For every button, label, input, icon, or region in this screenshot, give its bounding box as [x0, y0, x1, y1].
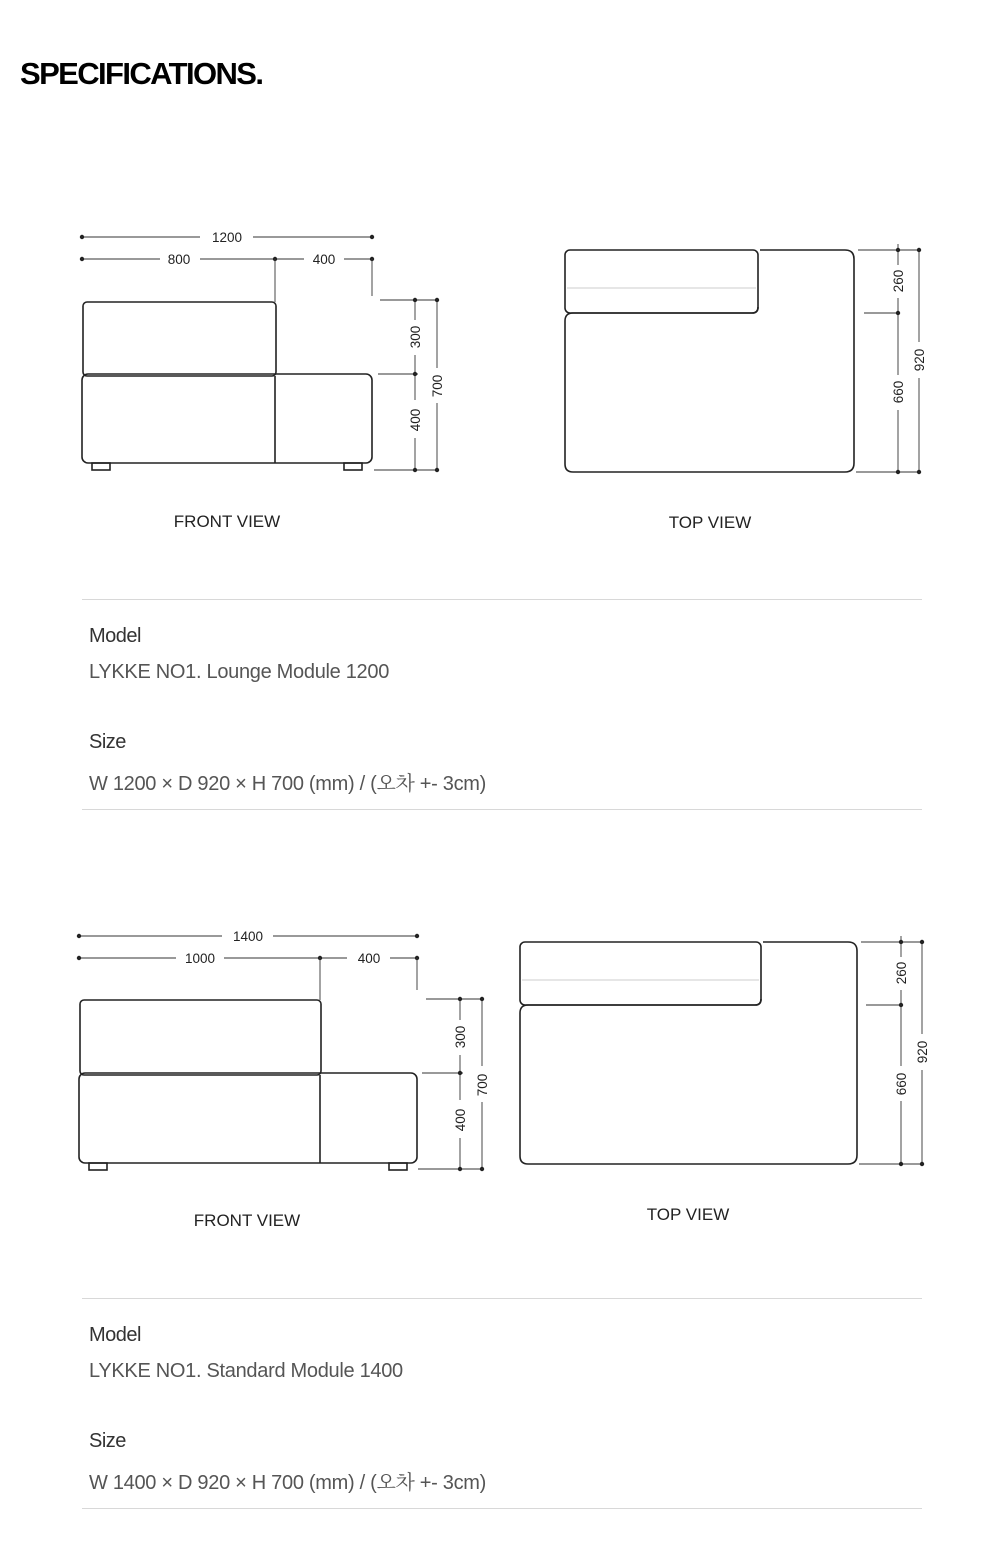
- divider: [82, 1298, 922, 1299]
- model-label: Model: [89, 625, 141, 647]
- dim-seat-width: 800: [167, 252, 191, 267]
- front-view-drawing: [80, 230, 445, 472]
- size-value: W 1400 × D 920 × H 700 (mm) / (오차 +- 3cm): [89, 1472, 487, 1494]
- model-value: LYKKE NO1. Standard Module 1400: [89, 1360, 403, 1382]
- dim-seat-depth: 660: [894, 1072, 909, 1096]
- spec-drawing-2: [0, 900, 1000, 1240]
- dim-back-depth: 260: [894, 961, 909, 985]
- size-label: Size: [89, 731, 126, 753]
- dim-arm-width: 400: [357, 951, 381, 966]
- dim-total-width: 1400: [232, 929, 264, 944]
- spec-drawing-1: [0, 0, 1000, 560]
- top-view-label: TOP VIEW: [668, 513, 752, 532]
- dim-back-depth: 260: [891, 269, 906, 293]
- divider: [82, 599, 922, 600]
- dim-back-height: 300: [453, 1025, 468, 1049]
- size-value: W 1200 × D 920 × H 700 (mm) / (오차 +- 3cm): [89, 773, 487, 795]
- size-label: Size: [89, 1430, 126, 1452]
- top-view-drawing: [520, 936, 930, 1166]
- page-title: SPECIFICATIONS.: [20, 56, 263, 91]
- dim-back-height: 300: [408, 325, 423, 349]
- top-view-drawing: [565, 244, 927, 474]
- dim-total-depth: 920: [915, 1040, 930, 1064]
- dim-seat-width: 1000: [184, 951, 216, 966]
- dim-seat-depth: 660: [891, 380, 906, 404]
- top-view-label: TOP VIEW: [646, 1205, 730, 1224]
- divider: [82, 1508, 922, 1509]
- dim-arm-width: 400: [312, 252, 336, 267]
- dim-total-width: 1200: [211, 230, 243, 245]
- dim-total-depth: 920: [912, 348, 927, 372]
- dim-total-height: 700: [430, 374, 445, 398]
- dim-total-height: 700: [475, 1073, 490, 1097]
- model-value: LYKKE NO1. Lounge Module 1200: [89, 661, 390, 683]
- dim-seat-height: 400: [408, 408, 423, 432]
- dim-seat-height: 400: [453, 1108, 468, 1132]
- front-view-label: FRONT VIEW: [173, 512, 281, 531]
- model-label: Model: [89, 1324, 141, 1346]
- divider: [82, 809, 922, 810]
- front-view-drawing: [77, 929, 490, 1171]
- front-view-label: FRONT VIEW: [193, 1211, 301, 1230]
